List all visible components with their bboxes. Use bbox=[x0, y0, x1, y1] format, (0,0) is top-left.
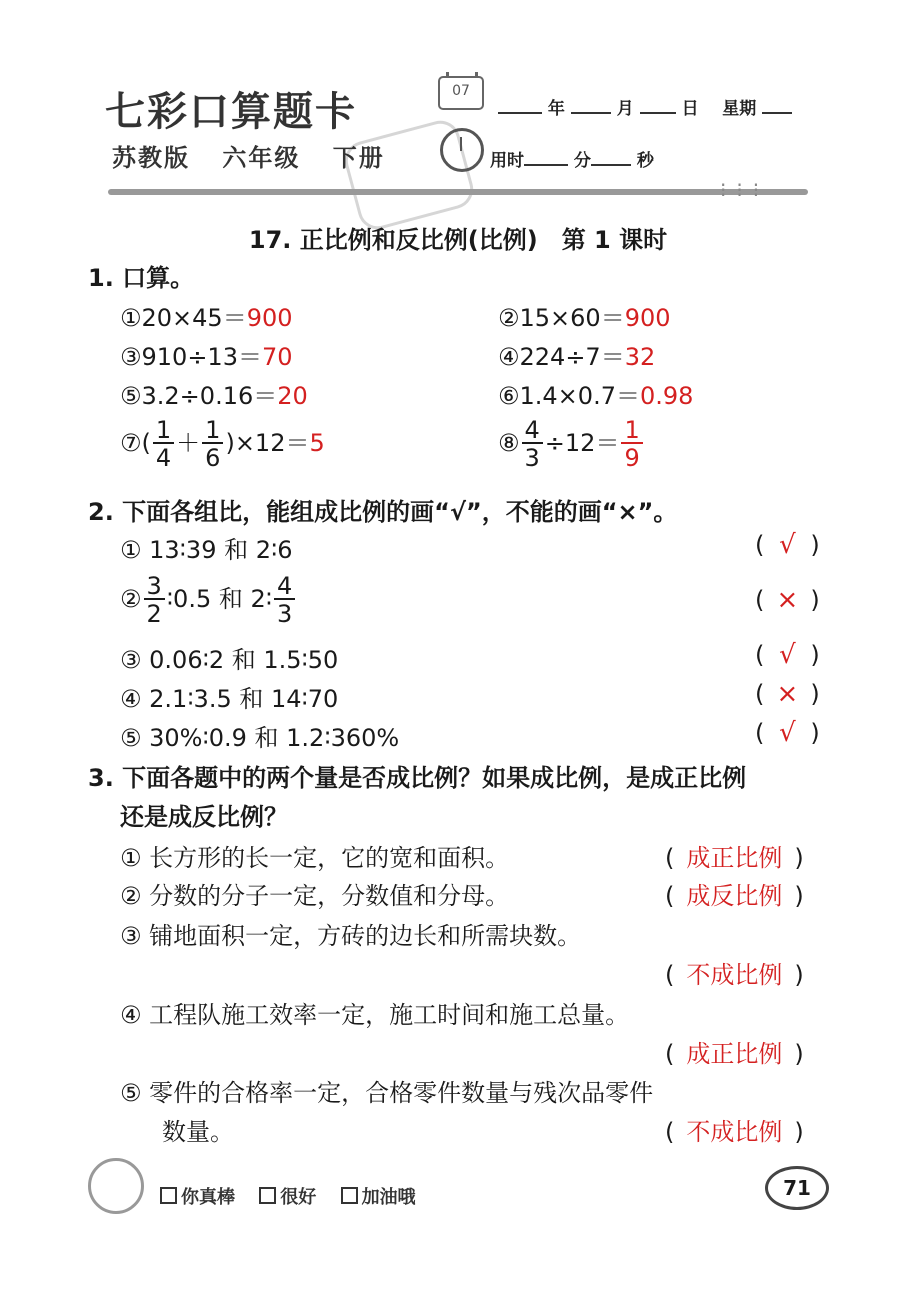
page-title: 17. 正比例和反比例(比例) 第 1 课时 bbox=[248, 226, 668, 254]
time-fields: 用时 分 秒 bbox=[490, 151, 654, 171]
divider-dots: ⁝⁝⁝ bbox=[720, 178, 770, 202]
q1-item-2: ②15×60＝900 bbox=[498, 304, 671, 332]
edition-volume: 下册 bbox=[332, 144, 385, 172]
edition-grade: 六年级 bbox=[222, 144, 301, 172]
q3-answer-1: ( 成正比例 ) bbox=[665, 844, 804, 872]
rating-good[interactable]: 很好 bbox=[259, 1187, 316, 1208]
q2-item-2: ② $\frac{3}{2}$ ∶0.5 和 2∶ $\frac{4}{3}$ bbox=[120, 574, 297, 626]
q1-item-5: ⑤3.2÷0.16＝20 bbox=[120, 382, 308, 410]
q3-answer-2: ( 成反比例 ) bbox=[665, 882, 804, 910]
date-fields: 年 月 日 星期 bbox=[498, 94, 792, 119]
page-number: 71 bbox=[765, 1166, 829, 1210]
q1-item-4: ④224÷7＝32 bbox=[498, 343, 656, 371]
edition-publisher: 苏教版 bbox=[112, 144, 190, 172]
q3-heading-cont: 还是成反比例？ bbox=[120, 803, 288, 831]
header-divider bbox=[108, 189, 808, 195]
q1-item-3: ③910÷13＝70 bbox=[120, 343, 293, 371]
q3-item-1: ① 长方形的长一定，它的宽和面积。 bbox=[120, 844, 510, 872]
q1-heading: 1. 口算。 bbox=[88, 264, 195, 292]
q2-item-5: ⑤ 30%∶0.9 和 1.2∶360% bbox=[120, 724, 400, 752]
rating-keep-going[interactable]: 加油哦 bbox=[341, 1187, 416, 1208]
q1-item-1: ①20×45＝900 bbox=[120, 304, 293, 332]
q2-answer-5: ( √ ) bbox=[755, 718, 820, 748]
q2-answer-3: ( √ ) bbox=[755, 640, 820, 670]
rating-great[interactable]: 你真棒 bbox=[160, 1187, 235, 1208]
q3-answer-4: ( 成正比例 ) bbox=[665, 1040, 804, 1068]
q3-item-3: ③ 铺地面积一定，方砖的边长和所需块数。 bbox=[120, 922, 582, 950]
q2-answer-1: ( √ ) bbox=[755, 530, 820, 560]
q3-item-2: ② 分数的分子一定，分数值和分母。 bbox=[120, 882, 510, 910]
q2-item-4: ④ 2.1∶3.5 和 14∶70 bbox=[120, 685, 339, 713]
q1-item-6: ⑥1.4×0.7＝0.98 bbox=[498, 382, 694, 410]
q3-item-5: ⑤ 零件的合格率一定，合格零件数量与残次品零件 bbox=[120, 1079, 654, 1107]
self-rating bbox=[160, 1183, 434, 1209]
mascot-icon bbox=[88, 1158, 144, 1214]
q1-item-8: ⑧ $\frac{4}{3}$ ÷12＝ $\frac{1}{9}$ bbox=[498, 418, 645, 470]
q2-heading: 2. 下面各组比，能组成比例的画“√”，不能的画“×”。 bbox=[88, 498, 678, 526]
q3-item-4: ④ 工程队施工效率一定，施工时间和施工总量。 bbox=[120, 1001, 630, 1029]
edition-line bbox=[112, 138, 407, 173]
brand-logo: 七彩口算题卡 bbox=[105, 89, 357, 135]
q3-item-5-cont: 数量。 bbox=[162, 1118, 234, 1146]
q3-answer-3: ( 不成比例 ) bbox=[665, 961, 804, 989]
q2-answer-2: ( × ) bbox=[755, 585, 820, 615]
clock-icon bbox=[440, 128, 484, 172]
q1-item-7: ⑦( $\frac{1}{4}$ ＋ $\frac{1}{6}$ )×12＝5 bbox=[120, 416, 325, 472]
calendar-icon: 07 bbox=[438, 76, 484, 110]
q2-item-3: ③ 0.06∶2 和 1.5∶50 bbox=[120, 646, 339, 674]
q3-heading: 3. 下面各题中的两个量是否成比例？如果成比例，是成正比例 bbox=[88, 764, 747, 792]
q2-answer-4: ( × ) bbox=[755, 679, 820, 709]
q3-answer-5: ( 不成比例 ) bbox=[665, 1118, 804, 1146]
q2-item-1: ① 13∶39 和 2∶6 bbox=[120, 536, 293, 564]
